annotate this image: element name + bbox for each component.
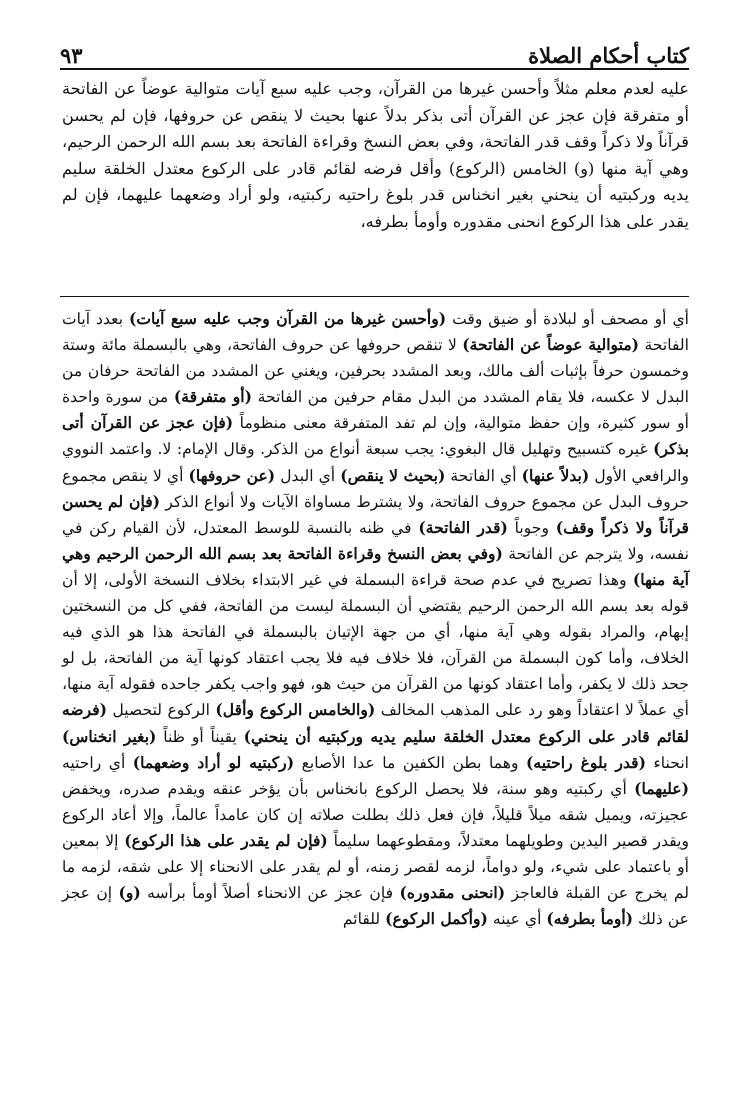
quoted-main-text: (فإن لم يحسن قرآناً ولا ذكراً وقف) bbox=[62, 491, 689, 537]
quoted-main-text: (متوالية عوضاً عن الفاتحة) bbox=[462, 335, 640, 355]
quoted-main-text: (والخامس الركوع وأقل) bbox=[215, 700, 376, 720]
commentary-segment: للقائم bbox=[342, 910, 386, 929]
commentary-segment: وهما بطن الكفين ما عدا الأصابع bbox=[294, 753, 526, 772]
commentary-segment: أي لا ينقص مجموع حروف البدل عن مجموع حروف الفاتحة، ولا يشترط مساواة الآيات ولا أنواع الذكر bbox=[62, 466, 689, 511]
quoted-main-text: (فإن لم يقدر على هذا الركوع) bbox=[124, 830, 328, 850]
quoted-main-text: (قدر بلوغ راحتيه) bbox=[525, 752, 646, 772]
commentary-segment: انحناء bbox=[645, 753, 690, 772]
book-title: كتاب أحكام الصلاة bbox=[528, 43, 689, 68]
commentary-segment: في ظنه بالنسبة للوسط المعتدل، لأن القيام ركن في نفسه، ولا يترجم عن الفاتحة bbox=[62, 518, 689, 563]
commentary-segment: فإن عجز عن الانحناء أصلاً أومأ برأسه bbox=[140, 884, 400, 903]
commentary-segment: إلا بمعين أو باعتماد على شيء، ولو دواماً، لزمه لقصر زمنه، أو لم يقدر على الانحناء إلا على شقه، لزمه ما لم يخرج عن القبلة فالعاجز bbox=[62, 831, 689, 903]
commentary-segment: أي راحتيه bbox=[62, 753, 133, 772]
commentary-segment: أي أو مصحف أو لبلادة أو ضيق وقت bbox=[446, 310, 689, 328]
quoted-main-text: (فإن عجز عن القرآن أتى بذكر) bbox=[62, 413, 689, 459]
quoted-main-text: (بحيث لا ينقص) bbox=[340, 465, 446, 485]
quoted-main-text: (انحنى مقدوره) bbox=[399, 883, 506, 903]
commentary-segment: بعدد آيات الفاتحة bbox=[62, 310, 689, 355]
quoted-main-text: (أومأ بطرفه) bbox=[546, 909, 634, 929]
main-text bbox=[62, 76, 689, 236]
commentary-segment: الركوع لتحصيل bbox=[107, 701, 216, 720]
commentary-segment: وهذا تصريح في عدم صحة قراءة البسملة في غير الابتداء بخلاف النسخة الأولى، إلا أن قوله بعد بسم الله الرحمن الرحيم يقتضي أن البسملة ليست من الفاتحة، ففي كل من النسختين إبهام، والمراد بقوله وهي آية منها، أي من جهة الإتيان بالبسملة في الفاتحة هذا هو الذي فيه الخلاف، وأما كون البسملة من القرآن، فلا خلاف فيه فلا يجب اعتقاد كونها آية من الفاتحة، بل لو جحد ذلك لا يكفر، وأما اعتقاد كونها من القرآن من حيث هو، فهو واجب يكفر جاحده فقوله آية منها، أي عملاً لا اعتقاداً وهو رد على المذهب المخالف bbox=[62, 570, 690, 720]
quoted-main-text: (أو متفرقة) bbox=[173, 387, 252, 407]
header-rule bbox=[60, 68, 689, 70]
commentary-paragraph bbox=[62, 306, 689, 932]
commentary-segment: غيره كتسبيح وتهليل قال البغوي: يجب سبعة أنواع من الذكر. وقال الإمام: لا. واعتمد النووي والرافعي الأول bbox=[62, 440, 690, 485]
commentary-segment: يقيناً أو ظناً bbox=[156, 727, 244, 746]
quoted-main-text: (وأحسن غيرها من القرآن وجب عليه سبع آيات) bbox=[128, 309, 447, 328]
commentary-separator bbox=[60, 296, 689, 297]
quoted-main-text: (بغير انخناس) bbox=[62, 726, 157, 746]
commentary-segment: من سورة واحدة أو سور كثيرة، وإن حفظ متوالية، وإن لم تفد المتفرقة معنى منظوماً bbox=[62, 388, 689, 433]
commentary-segment: لا تنقص حروفها عن حروف الفاتحة، وهي بالبسملة مائة وستة وخمسون حرفاً بإثبات ألف مالك، وبعد المشدد بحرفين، ويغني عن المشدد من الفاتحة حرفان من البدل لا عكسه، فلا يقام المشدد من البدل مقام حرفين من الفاتحة bbox=[62, 336, 689, 407]
commentary-segment: أي عينه bbox=[487, 910, 547, 929]
main-text-paragraph: عليه لعدم معلم مثلاً وأحسن غيرها من القرآن، وجب عليه سبع آيات متوالية عوضاً عن الفاتحة أو متفرقة فإن عجز عن القرآن أتى بذكر بدلاً عنها بحيث لا ينقص عن حروفها، فإن لم يحسن قرآناً ولا ذكراً وقف قدر الفاتحة، وفي بعض النسخ وقراءة الفاتحة بعد بسم الله الرحمن الرحيم، وهي آية منها (و) الخامس (الركوع) وأقل فرضه لقائم قادر على الركوع معتدل الخلقة سليم يديه وركبتيه أن ينحني بغير انخناس قدر بلوغ راحتيه ركبتيه، ولو أراد وضعهما عليهما، فإن لم يقدر على هذا الركوع انحنى مقدوره وأومأ بطرفه، bbox=[62, 79, 689, 231]
page-header bbox=[60, 30, 689, 68]
quoted-main-text: (بدلاً عنها) bbox=[521, 465, 590, 485]
commentary-segment: وجوباً bbox=[507, 518, 556, 537]
quoted-main-text: (عن حروفها) bbox=[188, 465, 276, 485]
commentary-segment: أي الفاتحة bbox=[445, 466, 522, 485]
quoted-main-text: (قدر الفاتحة) bbox=[418, 517, 508, 537]
quoted-main-text: (و) bbox=[118, 883, 141, 903]
quoted-main-text: (ركبتيه لو أراد وضعهما) bbox=[132, 752, 295, 772]
quoted-main-text: (فرضه لقائم قادر على الركوع معتدل الخلقة سليم يديه وركبتيه أن ينحني) bbox=[62, 700, 689, 746]
commentary-segment: أي ركبتيه وهو سنة، فلا يحصل الركوع بانخناس بأن يؤخر عنقه ويقدم صدره، ويخفض عجيزته، ويميل شقه ميلاً قليلاً، فإن فعل ذلك بطلت صلاته إن كان عامداً عالماً، وإلا أعاد الركوع ويقدر قصير اليدين وطويلهما معتدلاً، ومقطوعهما سليماً bbox=[62, 779, 690, 850]
quoted-main-text: (وفي بعض النسخ وقراءة الفاتحة بعد بسم الله الرحمن الرحيم وهي آية منها) bbox=[62, 543, 689, 589]
commentary-segment: أي البدل bbox=[275, 466, 341, 485]
quoted-main-text: (عليهما) bbox=[634, 778, 689, 798]
commentary-segment: إن عجز عن ذلك bbox=[62, 884, 689, 929]
quoted-main-text: (وأكمل الركوع) bbox=[385, 909, 488, 929]
page-number: ٩٣ bbox=[60, 43, 83, 68]
commentary-text bbox=[62, 306, 689, 932]
